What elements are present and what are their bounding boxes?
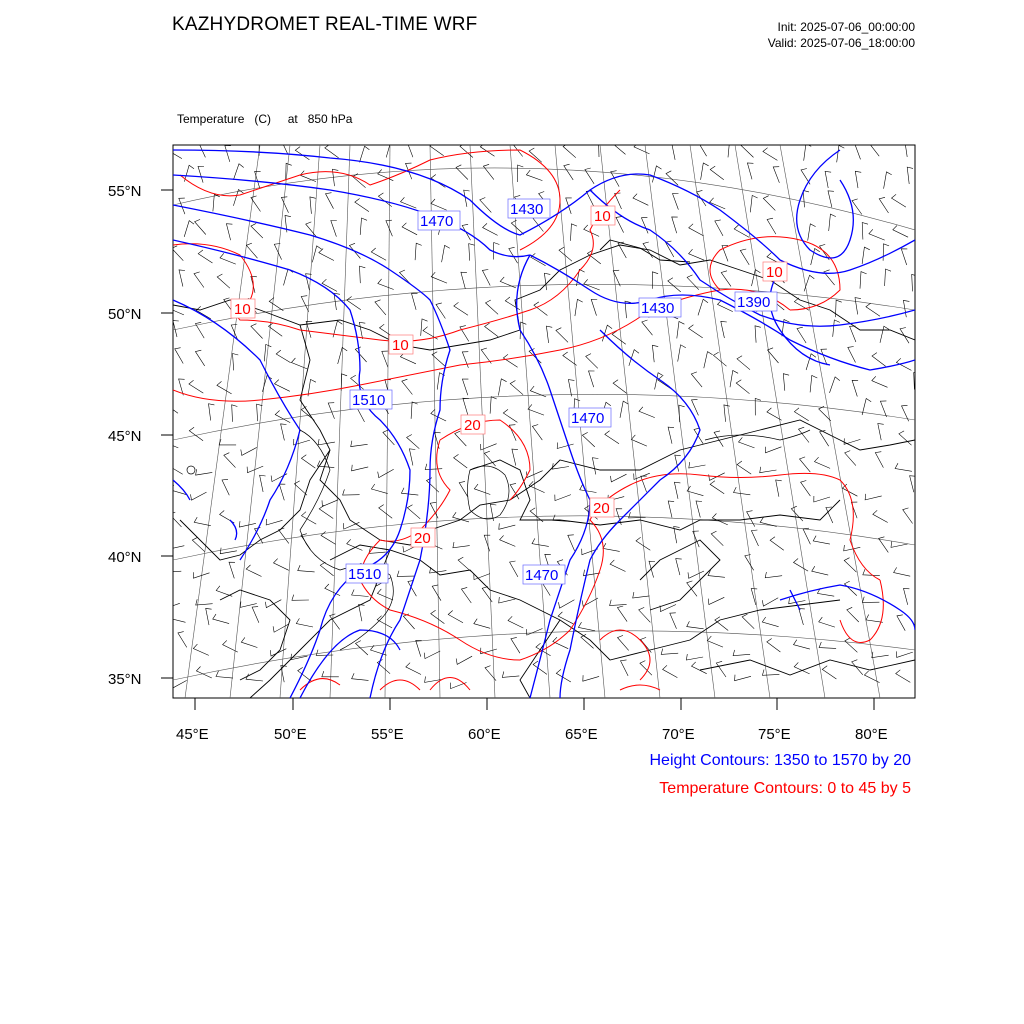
lon-label: 75°E [758, 726, 791, 743]
height-label: 1430 [510, 201, 544, 218]
height-label: 1390 [737, 294, 771, 311]
height-legend: Height Contours: 1350 to 1570 by 20 [649, 752, 911, 769]
height-label: 1470 [571, 410, 605, 427]
longitude-labels [176, 726, 888, 743]
valid-time: Valid: 2025-07-06_18:00:00 [767, 36, 915, 50]
init-time: Init: 2025-07-06_00:00:00 [777, 20, 915, 34]
height-label: 1470 [525, 567, 559, 584]
height-label: 1430 [641, 300, 675, 317]
height-label: 1470 [420, 213, 454, 230]
temperature-label: 10 [234, 301, 251, 318]
height-label: 1510 [348, 566, 382, 583]
temperature-label: 20 [414, 530, 431, 547]
latitude-labels [108, 183, 142, 688]
lat-label: 50°N [108, 306, 142, 323]
lon-label: 80°E [855, 726, 888, 743]
lon-label: 60°E [468, 726, 501, 743]
temperature-label: 10 [392, 337, 409, 354]
temperature-label: 20 [464, 417, 481, 434]
lon-label: 45°E [176, 726, 209, 743]
temperature-legend: Temperature Contours: 0 to 45 by 5 [659, 780, 911, 797]
lon-label: 50°E [274, 726, 307, 743]
lat-label: 40°N [108, 549, 142, 566]
lon-label: 65°E [565, 726, 598, 743]
temperature-label: 10 [766, 264, 783, 281]
height-label: 1510 [352, 392, 386, 409]
temperature-label: 20 [593, 500, 610, 517]
temperature-variable: Temperature (C) at 850 hPa [177, 112, 353, 126]
lat-label: 35°N [108, 671, 142, 688]
temperature-label: 10 [594, 208, 611, 225]
lon-label: 70°E [662, 726, 695, 743]
map-title: KAZHYDROMET REAL-TIME WRF [172, 14, 478, 35]
lon-label: 55°E [371, 726, 404, 743]
lat-label: 45°N [108, 428, 142, 445]
lat-label: 55°N [108, 183, 142, 200]
